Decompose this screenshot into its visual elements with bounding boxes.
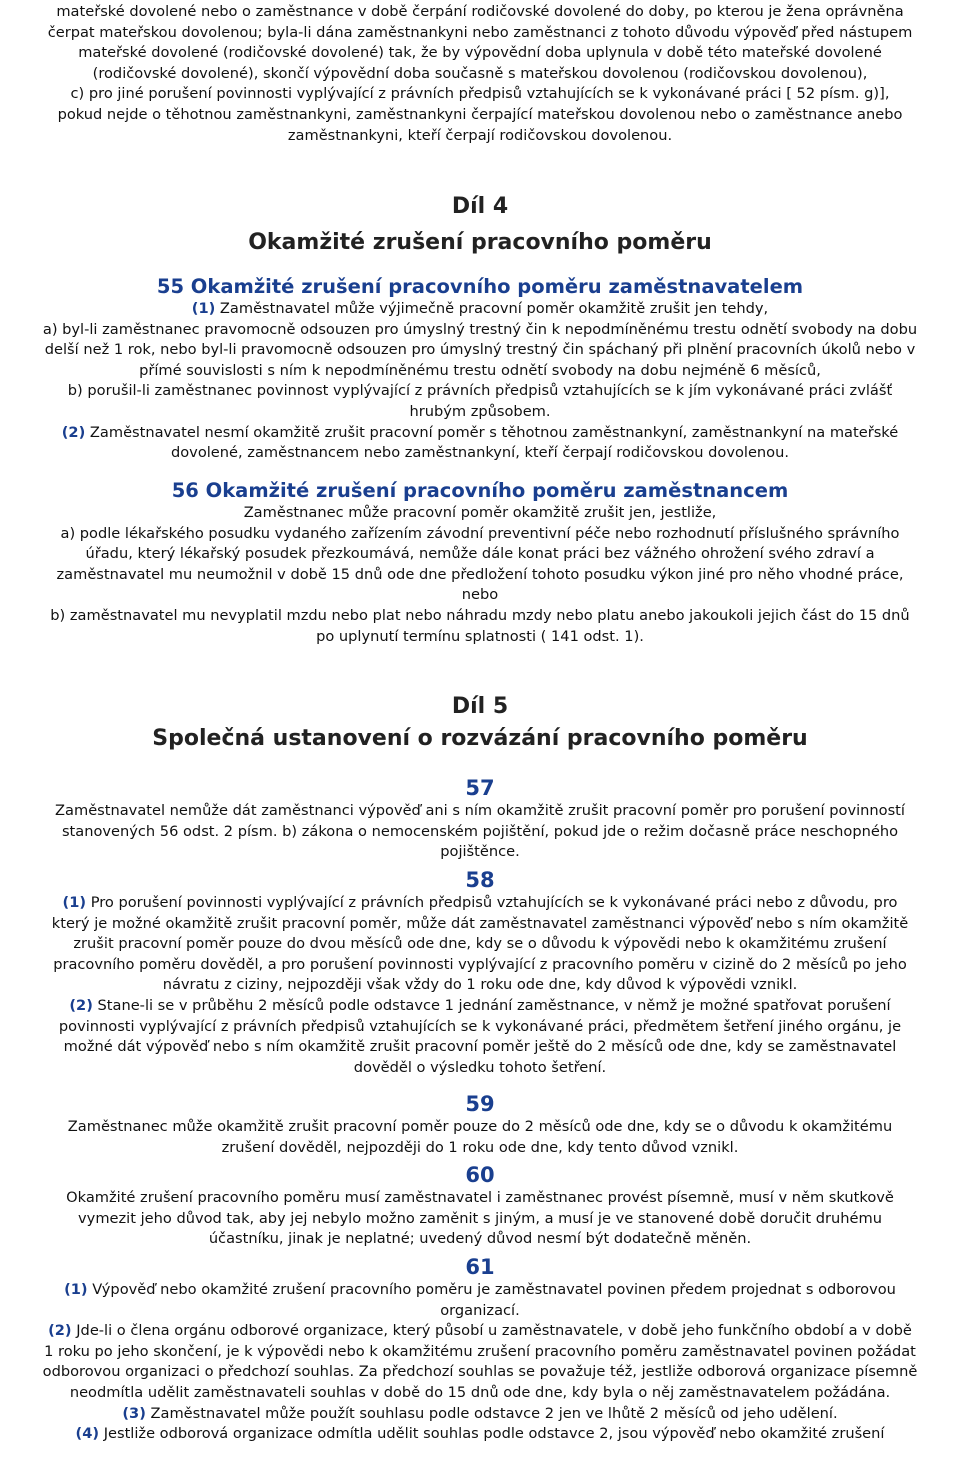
paragraph-2 bbox=[4, 996, 956, 1078]
section-61 bbox=[0, 1254, 960, 1445]
paragraph-number: (1) bbox=[64, 1281, 88, 1298]
text-line: nebo bbox=[461, 586, 499, 604]
text-line: (1) Výpověď nebo okamžité zrušení pracovního poměru je zaměstnavatel povinen předem projednat s odborovou bbox=[64, 1281, 896, 1298]
part-title: Společná ustanovení o rozvázání pracovního poměru bbox=[152, 726, 808, 751]
paragraph-number: (1) bbox=[62, 894, 87, 911]
text-line: vymezit jeho důvod tak, aby jej nebylo možno zaměnit s jiným, a musí je ve stanovené době doručit druhému bbox=[78, 1209, 882, 1227]
text-line: (4) Jestliže odborová organizace odmítla udělit souhlas podle odstavce 2, jsou výpověď nebo okamžité zrušení bbox=[75, 1425, 885, 1443]
part-title: Okamžité zrušení pracovního poměru bbox=[248, 230, 712, 255]
paragraph-1 bbox=[4, 1280, 956, 1321]
text-line: stanovených 56 odst. 2 písm. b) zákona o nemocenském pojištění, pokud jde o režim dočasně práce neschopného bbox=[61, 822, 899, 840]
text-line: mateřské dovolené nebo o zaměstnance v době čerpání rodičovské dovolené do doby, po kterou je žena oprávněna bbox=[56, 3, 904, 20]
section-body bbox=[4, 503, 956, 647]
text-line: a) byl-li zaměstnanec pravomocně odsouzen pro úmyslný trestný čin k nepodmíněnému trestu odnětí svobody na dobu bbox=[42, 320, 918, 338]
part-label: Díl 5 bbox=[451, 694, 509, 719]
section-heading: 58 bbox=[465, 868, 495, 892]
section-56 bbox=[0, 479, 960, 647]
text-line: zaměstnavatel mu neumožnil v době 15 dnů ode dne předložení tohoto posudku výkon jiné pro něho vhodné práce, bbox=[56, 565, 904, 583]
paragraph-2 bbox=[4, 423, 956, 464]
continuation-paragraph bbox=[4, 2, 956, 146]
text-line: 1 roku po jeho skončení, je k výpovědi nebo k okamžitému zrušení pracovního poměru zaměstnavatel povinen požádat bbox=[44, 1342, 916, 1360]
text-line: (3) Zaměstnavatel může použít souhlasu podle odstavce 2 jen ve lhůtě 2 měsíců od jeho udělení. bbox=[122, 1404, 838, 1422]
text-line: zaměstnankyni, kteří čerpají rodičovskou dovolenou. bbox=[287, 126, 673, 144]
paragraph-number: (4) bbox=[75, 1425, 100, 1443]
text-line: hrubým způsobem. bbox=[409, 402, 551, 420]
paragraph-2 bbox=[4, 1321, 956, 1403]
paragraph-1 bbox=[4, 893, 956, 996]
section-58 bbox=[0, 867, 960, 1078]
section-60 bbox=[0, 1162, 960, 1250]
text-line: zrušení dověděl, nejpozději do 1 roku ode dne, kdy tento důvod vznikl. bbox=[221, 1138, 739, 1156]
section-heading: 57 bbox=[465, 776, 495, 800]
text-line: který je možné okamžitě zrušit pracovní poměr, může dát zaměstnavatel zaměstnanci výpověď nebo s ním okamžitě bbox=[51, 914, 909, 932]
text-line: možné dát výpověď nebo s ním okamžitě zrušit pracovní poměr ještě do 2 měsíců ode dne, kdy se zaměstnavatel bbox=[63, 1038, 897, 1056]
section-59 bbox=[0, 1091, 960, 1158]
text-line: Zaměstnanec může okamžitě zrušit pracovní poměr pouze do 2 měsíců ode dne, kdy se o důvodu k okamžitému bbox=[67, 1118, 893, 1135]
text-line: (2) Jde-li o člena orgánu odborové organizace, který působí u zaměstnavatele, v době jeho funkčního období a v době bbox=[48, 1322, 912, 1340]
text-line: (2) Zaměstnavatel nesmí okamžitě zrušit pracovní poměr s těhotnou zaměstnankyní, zaměstnankyní na mateřské bbox=[61, 423, 899, 441]
paragraph-number: (3) bbox=[122, 1404, 146, 1422]
section-heading: 60 bbox=[465, 1163, 495, 1187]
text-line: pracovního poměru dověděl, a pro porušení povinnosti vyplývající z pracovního poměru v cizině do 2 měsíců po jeho bbox=[53, 955, 907, 973]
text-line: b) porušil-li zaměstnanec povinnost vyplývající z právních předpisů vztahujících se k jím vykonávané práci zvlášť bbox=[67, 382, 893, 400]
text-line: c) pro jiné porušení povinnosti vyplývající z právních předpisů vztahujících se k vykonávané práci [ 52 písm. g)], bbox=[70, 85, 890, 103]
paragraph-1 bbox=[4, 299, 956, 423]
paragraph-number: (2) bbox=[61, 423, 86, 441]
section-heading: 59 bbox=[465, 1092, 495, 1116]
paragraph-4 bbox=[4, 1424, 956, 1445]
section-heading: 55 Okamžité zrušení pracovního poměru zaměstnavatelem bbox=[156, 275, 804, 298]
section-heading: 61 bbox=[465, 1255, 495, 1279]
paragraph-number: (2) bbox=[69, 996, 93, 1014]
section-55 bbox=[0, 275, 960, 464]
text-line: Okamžité zrušení pracovního poměru musí zaměstnavatel i zaměstnanec provést písemně, musí v něm skutkově bbox=[66, 1189, 894, 1206]
paragraph-3 bbox=[4, 1404, 956, 1425]
text-line: zrušit pracovní poměr pouze do dvou měsíců ode dne, kdy se o důvodu k výpovědi nebo k okamžitému zrušení bbox=[73, 935, 887, 953]
text-line: (2) Stane-li se v průběhu 2 měsíců podle odstavce 1 jednání zaměstnance, v němž je možné spatřovat porušení bbox=[69, 996, 891, 1014]
text-line: (rodičovské dovolené), skončí výpovědní doba současně s mateřskou dovolenou (rodičovskou dovolenou), bbox=[92, 64, 868, 82]
section-body bbox=[4, 801, 956, 863]
section-57 bbox=[0, 775, 960, 863]
text-line: čerpat mateřskou dovolenou; byla-li dána zaměstnankyni nebo zaměstnanci z tohoto důvodu výpověď před nástupem bbox=[47, 23, 913, 41]
text-line: návratu z ciziny, nejpozději však vždy do 1 roku ode dne, kdy důvod k výpovědi vznikl. bbox=[162, 976, 798, 994]
text-line: mateřské dovolené (rodičovské dovolené) tak, že by výpovědní doba uplynula v době této mateřské dovolené bbox=[78, 44, 882, 62]
text-line: dovolené, zaměstnancem nebo zaměstnankyní, kteří čerpají rodičovskou dovolenou. bbox=[170, 444, 790, 462]
text-line: dověděl o výsledku tohoto šetření. bbox=[353, 1058, 607, 1076]
text-line: po uplynutí termínu splatnosti ( 141 odst. 1). bbox=[316, 627, 644, 645]
text-line: úřadu, který lékařský posudek přezkoumává, nemůže dále konat práci bez vážného ohrožení svého zdraví a bbox=[85, 545, 875, 563]
text-line: (1) Zaměstnavatel může výjimečně pracovní poměr okamžitě zrušit jen tehdy, bbox=[191, 300, 769, 317]
text-line: organizací. bbox=[440, 1301, 520, 1319]
text-line: odborovou organizaci o předchozí souhlas. Za předchozí souhlas se považuje též, jestliže odborová organizace písemně bbox=[42, 1363, 918, 1381]
part-label: Díl 4 bbox=[451, 194, 509, 219]
section-body bbox=[4, 1188, 956, 1250]
text-line: povinnosti vyplývající z právních předpisů vztahujících se k vykonávané práci, předmětem šetření jiného orgánu, je bbox=[58, 1017, 902, 1035]
part-5-header bbox=[0, 692, 960, 754]
text-line: Zaměstnavatel nemůže dát zaměstnanci výpověď ani s ním okamžitě zrušit pracovní poměr pro porušení povinností bbox=[55, 802, 905, 819]
text-line: přímé souvislosti s ním k nepodmíněnému trestu odnětí svobody na dobu nejméně 6 měsíců, bbox=[139, 361, 821, 379]
text-line: účastníku, jinak je neplatné; uvedený důvod nesmí být dodatečně měněn. bbox=[208, 1230, 752, 1248]
section-body bbox=[4, 1117, 956, 1158]
part-4-header bbox=[0, 192, 960, 258]
paragraph-number: (2) bbox=[48, 1322, 72, 1340]
text-line: neodmítla udělit zaměstnavateli souhlas v době do 15 dnů ode dne, kdy byla o něj zaměstnavatelem požádána. bbox=[69, 1383, 891, 1401]
paragraph-number: (1) bbox=[191, 300, 216, 317]
text-line: delší než 1 rok, nebo byl-li pravomocně odsouzen pro úmyslný trestný čin spáchaný při plnění pracovních úkolů nebo v bbox=[44, 341, 916, 359]
text-line: pokud nejde o těhotnou zaměstnankyni, zaměstnankyni čerpající mateřskou dovolenou nebo o zaměstnance anebo bbox=[57, 105, 903, 123]
text-line: pojištěnce. bbox=[440, 843, 520, 861]
text-line: Zaměstnanec může pracovní poměr okamžitě zrušit jen, jestliže, bbox=[243, 504, 717, 521]
text-line: (1) Pro porušení povinnosti vyplývající z právních předpisů vztahujících se k vykonávané práci nebo z důvodu, pro bbox=[62, 894, 898, 911]
section-heading: 56 Okamžité zrušení pracovního poměru zaměstnancem bbox=[171, 479, 789, 502]
text-line: a) podle lékařského posudku vydaného zařízením závodní preventivní péče nebo rozhodnutí příslušného správního bbox=[60, 524, 900, 542]
text-line: b) zaměstnavatel mu nevyplatil mzdu nebo plat nebo náhradu mzdy nebo platu anebo jakoukoli jejich část do 15 dnů bbox=[50, 606, 910, 624]
